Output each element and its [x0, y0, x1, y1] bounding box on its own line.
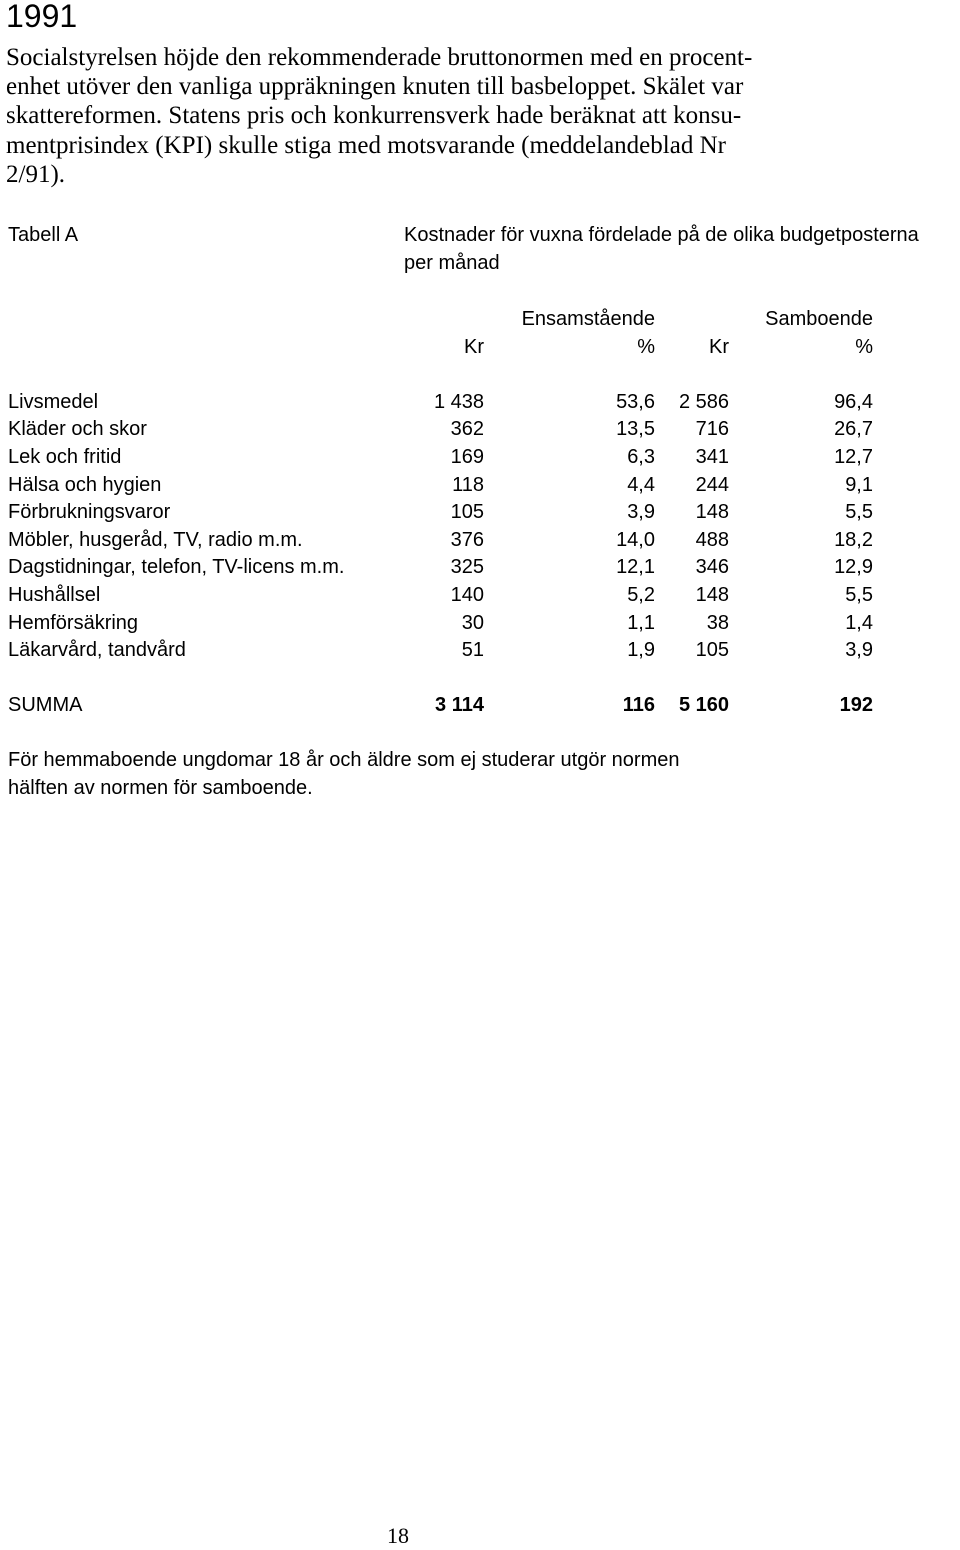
row-label: Hälsa och hygien — [8, 474, 162, 496]
single-kr: 1 438 — [433, 391, 484, 413]
column-group-couple: Samboende — [765, 308, 873, 330]
couple-kr: 341 — [695, 446, 729, 468]
intro-line: skattereformen. Statens pris och konkurrensverk hade beräknat att konsu- — [6, 102, 742, 129]
single-pct: 6,3 — [627, 446, 655, 468]
intro-line: mentprisindex (KPI) skulle stiga med motsvarande (meddelandeblad Nr — [6, 132, 726, 159]
single-pct: 53,6 — [616, 391, 655, 413]
table-row — [0, 529, 960, 556]
table-row — [0, 418, 960, 445]
table-note: hälften av normen för samboende. — [8, 777, 313, 799]
single-pct: 5,2 — [627, 584, 655, 606]
table-label: Tabell A — [8, 224, 79, 246]
single-kr: 169 — [450, 446, 484, 468]
intro-line: Socialstyrelsen höjde den rekommenderade bruttonormen med en procent- — [6, 44, 753, 71]
couple-pct: 5,5 — [845, 584, 873, 606]
unit-header: % — [855, 336, 873, 358]
year-heading: 1991 — [6, 0, 78, 34]
couple-pct: 3,9 — [845, 639, 873, 661]
row-label: Lek och fritid — [8, 446, 122, 468]
unit-header: Kr — [709, 336, 729, 358]
table-row — [0, 612, 960, 639]
table-total-row — [0, 694, 960, 721]
couple-pct: 12,9 — [834, 556, 873, 578]
table-row — [0, 391, 960, 418]
single-kr: 105 — [450, 501, 484, 523]
unit-header: % — [637, 336, 655, 358]
couple-kr: 716 — [695, 418, 729, 440]
couple-pct: 1,4 — [845, 612, 873, 634]
total-couple-kr: 5 160 — [678, 694, 729, 716]
single-pct: 14,0 — [616, 529, 655, 551]
unit-header: Kr — [464, 336, 484, 358]
couple-pct: 5,5 — [845, 501, 873, 523]
table-row — [0, 584, 960, 611]
couple-pct: 9,1 — [845, 474, 873, 496]
row-label: Möbler, husgeråd, TV, radio m.m. — [8, 529, 303, 551]
single-kr: 325 — [450, 556, 484, 578]
couple-kr: 148 — [695, 501, 729, 523]
single-kr: 362 — [450, 418, 484, 440]
single-kr: 51 — [461, 639, 484, 661]
couple-pct: 26,7 — [834, 418, 873, 440]
couple-pct: 96,4 — [834, 391, 873, 413]
total-label: SUMMA — [8, 694, 83, 716]
single-kr: 376 — [450, 529, 484, 551]
row-label: Livsmedel — [8, 391, 99, 413]
single-kr: 118 — [452, 474, 484, 496]
total-single-pct: 116 — [622, 694, 655, 716]
couple-kr: 148 — [695, 584, 729, 606]
total-single-kr: 3 114 — [435, 694, 484, 716]
table-row — [0, 639, 960, 666]
total-couple-pct: 192 — [839, 694, 873, 716]
row-label: Hemförsäkring — [8, 612, 139, 634]
couple-pct: 18,2 — [834, 529, 873, 551]
row-label: Läkarvård, tandvård — [8, 639, 186, 661]
single-kr: 140 — [450, 584, 484, 606]
table-caption: Kostnader för vuxna fördelade på de olika budgetposterna — [404, 224, 919, 246]
couple-kr: 244 — [695, 474, 729, 496]
intro-line: enhet utöver den vanliga uppräkningen knuten till basbeloppet. Skälet var — [6, 73, 744, 100]
couple-pct: 12,7 — [834, 446, 873, 468]
table-row — [0, 446, 960, 473]
single-pct: 4,4 — [627, 474, 655, 496]
couple-kr: 488 — [695, 529, 729, 551]
couple-kr: 105 — [695, 639, 729, 661]
single-pct: 13,5 — [616, 418, 655, 440]
couple-kr: 2 586 — [678, 391, 729, 413]
table-note: För hemmaboende ungdomar 18 år och äldre som ej studerar utgör normen — [8, 749, 680, 771]
row-label: Kläder och skor — [8, 418, 147, 440]
table-row — [0, 501, 960, 528]
row-label: Dagstidningar, telefon, TV-licens m.m. — [8, 556, 345, 578]
couple-kr: 38 — [706, 612, 729, 634]
row-label: Hushållsel — [8, 584, 101, 606]
single-pct: 1,9 — [627, 639, 655, 661]
single-pct: 3,9 — [627, 501, 655, 523]
table-row — [0, 556, 960, 583]
row-label: Förbrukningsvaror — [8, 501, 171, 523]
table-row — [0, 474, 960, 501]
table-caption: per månad — [404, 252, 500, 274]
single-kr: 30 — [461, 612, 484, 634]
page-number: 18 — [387, 1523, 409, 1548]
single-pct: 1,1 — [627, 612, 655, 634]
intro-line: 2/91). — [6, 161, 66, 188]
couple-kr: 346 — [695, 556, 729, 578]
column-group-single: Ensamstående — [521, 308, 655, 330]
single-pct: 12,1 — [616, 556, 655, 578]
